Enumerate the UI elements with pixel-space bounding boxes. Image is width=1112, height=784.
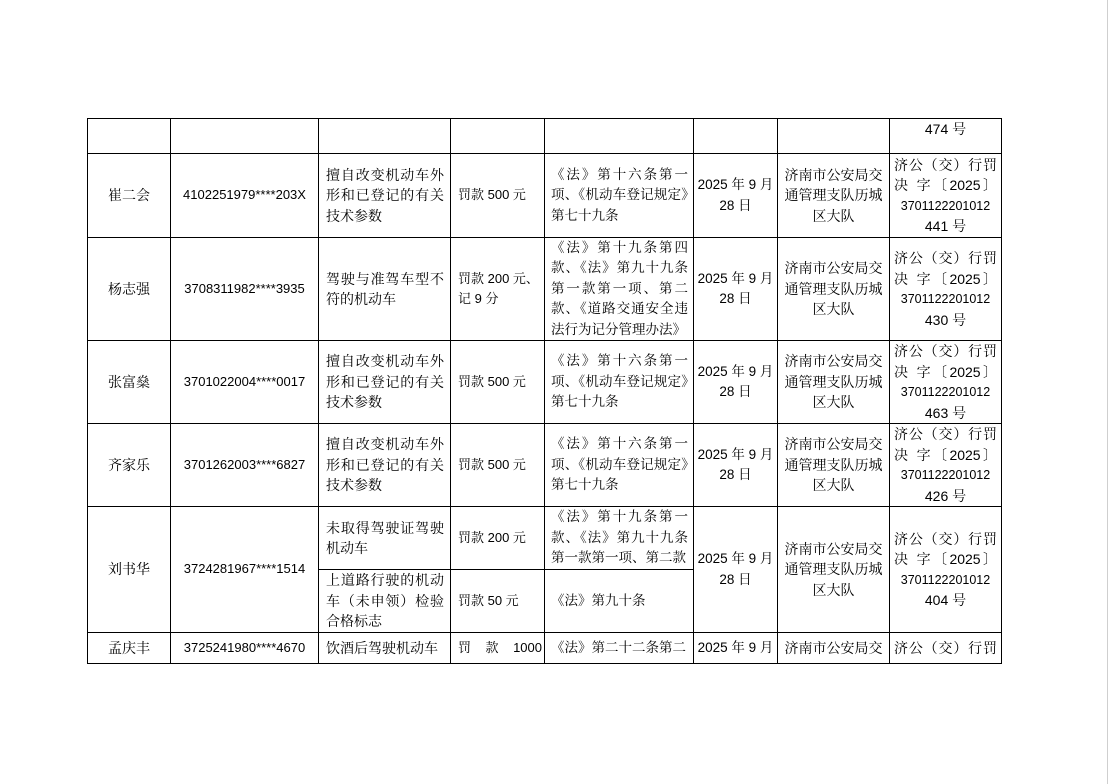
authority-text: 济南市公安局交通管理支队历城区大队 [784, 260, 883, 318]
penalty-cell [451, 341, 545, 424]
name-cell [88, 424, 171, 507]
decision-prefix: 济公（交）行罚 决 字〔2025〕 [894, 343, 997, 380]
violation-text: 饮酒后驾驶机动车 [326, 639, 438, 656]
basis-text: 《法》第十六条第一项、《机动车登记规定》第七十九条 [551, 166, 688, 223]
date-text: 2025 年 9 月 28 日 [697, 363, 774, 399]
date-text: 2025 年 9 月 28 日 [697, 270, 774, 306]
basis-cell [545, 119, 694, 154]
decision-number: 426 号 [924, 487, 967, 504]
name-cell [88, 154, 171, 238]
decision-cell [890, 154, 1002, 238]
name-cell [88, 119, 171, 154]
decision-text [894, 341, 997, 423]
person-name: 张富燊 [108, 373, 150, 390]
penalty-cell [451, 633, 545, 664]
authority-text: 济南市公安局交通管理支队历城区大队 [784, 436, 883, 494]
penalty-text: 罚款 200 元 [458, 529, 526, 545]
authority-cell [778, 424, 890, 507]
penalty-cell [451, 154, 545, 238]
date-cell [694, 507, 778, 633]
violation-cell [319, 424, 451, 507]
violation-cell [319, 154, 451, 238]
date-text: 2025 年 9 月 28 日 [697, 446, 774, 482]
basis-cell [545, 238, 694, 341]
decision-text [894, 119, 997, 140]
decision-number: 441 号 [924, 218, 967, 234]
authority-text: 济南市公安局交通管理支队历城区大队 [784, 353, 883, 411]
date-cell [694, 154, 778, 238]
date-text: 2025 年 9 月 28 日 [697, 177, 774, 213]
basis-cell [545, 570, 694, 633]
penalty-cell [451, 507, 545, 570]
page-edge-line [1107, 0, 1108, 784]
decision-text [894, 155, 997, 237]
penalty-text: 罚款 500 元 [458, 187, 526, 203]
person-name: 崔二会 [108, 187, 150, 204]
authority-cell [778, 507, 890, 633]
violation-text: 擅自改变机动车外形和已登记的有关技术参数 [326, 166, 444, 224]
decision-prefix: 济公（交）行罚 [894, 639, 997, 656]
violation-cell [319, 238, 451, 341]
authority-cell [778, 119, 890, 154]
violation-cell [319, 507, 451, 570]
id-number: 3701262003****6827 [183, 456, 306, 472]
authority-cell [778, 341, 890, 424]
person-name: 杨志强 [108, 280, 150, 297]
date-text: 2025 年 9 月 [697, 639, 774, 655]
date-cell [694, 424, 778, 507]
decision-cell [890, 341, 1002, 424]
decision-number: 463 号 [924, 404, 967, 421]
name-cell [88, 507, 171, 633]
violation-cell [319, 570, 451, 633]
decision-number: 404 号 [924, 592, 967, 608]
basis-cell [545, 507, 694, 570]
decision-prefix: 济公（交）行罚 决 字〔2025〕 [894, 426, 997, 463]
authority-text: 济南市公安局交通管理支队历城区大队 [784, 166, 883, 224]
date-cell [694, 119, 778, 154]
violation-text: 上道路行驶的机动车（未申领）检验合格标志 [326, 572, 444, 630]
decision-prefix: 济公（交）行罚 决 字〔2025〕 [894, 250, 997, 287]
penalty-text: 罚款 200 元、记 9 分 [458, 270, 539, 306]
decision-text [894, 638, 997, 659]
basis-cell [545, 424, 694, 507]
decision-cell [890, 238, 1002, 341]
id-number: 3708311982****3935 [184, 280, 305, 296]
name-cell [88, 238, 171, 341]
violation-text: 驾驶与准驾车型不符的机动车 [326, 270, 444, 307]
basis-text: 《法》第十九条第四款、《法》第九十九条第一款第一项、第二款、《道路交通安全违法行为记分管理办法》 [551, 239, 688, 337]
basis-text: 《法》第二十二条第二 [551, 639, 686, 655]
violation-cell [319, 341, 451, 424]
name-cell [88, 633, 171, 664]
basis-text: 《法》第十六条第一项、《机动车登记规定》第七十九条 [551, 353, 688, 410]
id-cell [171, 341, 319, 424]
decision-cell [890, 633, 1002, 664]
id-number: 3724281967****1514 [183, 561, 306, 577]
penalty-text: 罚款 500 元 [458, 373, 526, 389]
decision-text [894, 248, 997, 330]
id-cell [171, 507, 319, 633]
id-number: 4102251979****203X [183, 187, 306, 203]
decision-number: 474 号 [924, 121, 967, 137]
penalty-cell [451, 570, 545, 633]
date-cell [694, 633, 778, 664]
violation-text: 擅自改变机动车外形和已登记的有关技术参数 [326, 353, 444, 411]
name-cell [88, 341, 171, 424]
decision-code: 3701122201012 [900, 292, 991, 306]
violation-cell [319, 633, 451, 664]
decision-cell [890, 424, 1002, 507]
date-text: 2025 年 9 月 28 日 [697, 551, 774, 587]
penalty-cell [451, 424, 545, 507]
basis-text: 《法》第十六条第一项、《机动车登记规定》第七十九条 [551, 436, 688, 493]
decision-code: 3701122201012 [900, 468, 991, 482]
id-cell [171, 154, 319, 238]
decision-prefix: 济公（交）行罚 决 字〔2025〕 [894, 530, 997, 567]
penalty-cell [451, 119, 545, 154]
basis-text: 《法》第九十条 [551, 592, 646, 608]
decision-code: 3701122201012 [900, 572, 991, 587]
violation-cell [319, 119, 451, 154]
penalty-text: 罚款 500 元 [458, 456, 526, 472]
date-cell [694, 238, 778, 341]
date-cell [694, 341, 778, 424]
authority-cell [778, 633, 890, 664]
id-number: 3701022004****0017 [183, 373, 306, 389]
decision-text [894, 424, 997, 506]
person-name: 孟庆丰 [108, 639, 150, 656]
person-name: 齐家乐 [108, 456, 150, 473]
authority-text: 济南市公安局交 [784, 639, 883, 656]
decision-cell [890, 119, 1002, 154]
basis-cell [545, 154, 694, 238]
penalty-text: 罚款 50 元 [458, 592, 519, 608]
penalty-cell [451, 238, 545, 341]
id-cell [171, 238, 319, 341]
authority-text: 济南市公安局交通管理支队历城区大队 [784, 540, 883, 598]
id-cell [171, 633, 319, 664]
decision-cell [890, 507, 1002, 633]
basis-text: 《法》第十九条第一款、《法》第九十九条第一款第一项、第二款 [551, 509, 688, 566]
violation-text: 未取得驾驶证驾驶机动车 [326, 519, 444, 556]
person-name: 刘书华 [108, 561, 150, 578]
id-cell [171, 424, 319, 507]
basis-cell [545, 341, 694, 424]
authority-cell [778, 238, 890, 341]
penalty-table [87, 118, 1002, 664]
penalty-text: 罚 款 1000 [458, 639, 542, 655]
id-number: 3725241980****4670 [183, 639, 306, 655]
decision-text [894, 529, 997, 611]
decision-prefix: 济公（交）行罚 决 字〔2025〕 [894, 156, 997, 193]
decision-code: 3701122201012 [900, 385, 991, 399]
authority-cell [778, 154, 890, 238]
id-cell [171, 119, 319, 154]
decision-code: 3701122201012 [900, 198, 991, 213]
violation-text: 擅自改变机动车外形和已登记的有关技术参数 [326, 436, 444, 494]
basis-cell [545, 633, 694, 664]
decision-number: 430 号 [924, 311, 967, 328]
